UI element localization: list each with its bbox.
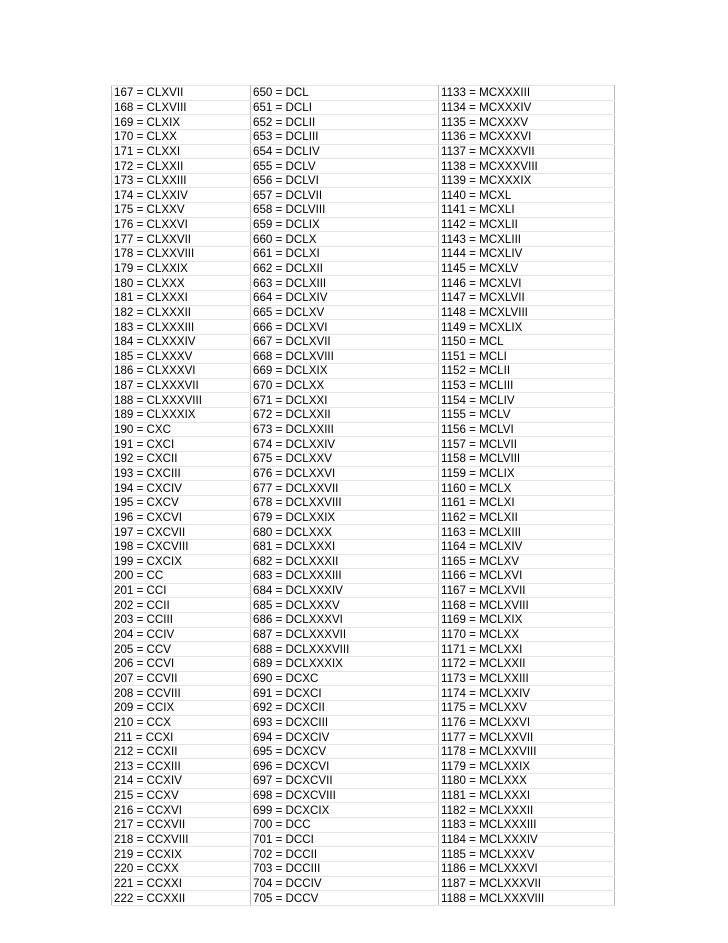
table-cell: 190 = CXC xyxy=(112,422,251,437)
table-row xyxy=(112,554,615,569)
table-cell: 655 = DCLV xyxy=(251,159,439,174)
table-cell: 669 = DCLXIX xyxy=(251,364,439,379)
table-cell: 686 = DCLXXXVI xyxy=(251,613,439,628)
table-cell: 198 = CXCVIII xyxy=(112,539,251,554)
table-cell: 687 = DCLXXXVII xyxy=(251,627,439,642)
table-cell: 654 = DCLIV xyxy=(251,144,439,159)
table-cell: 1162 = MCLXII xyxy=(439,510,615,525)
table-cell: 208 = CCVIII xyxy=(112,686,251,701)
table-cell: 201 = CCI xyxy=(112,583,251,598)
table-row xyxy=(112,334,615,349)
table-cell: 658 = DCLVIII xyxy=(251,203,439,218)
table-cell: 1166 = MCLXVI xyxy=(439,569,615,584)
table-cell: 1159 = MCLIX xyxy=(439,466,615,481)
table-cell: 1134 = MCXXXIV xyxy=(439,100,615,115)
table-cell: 667 = DCLXVII xyxy=(251,334,439,349)
table-row xyxy=(112,173,615,188)
table-row xyxy=(112,290,615,305)
table-cell: 660 = DCLX xyxy=(251,232,439,247)
table-cell: 1184 = MCLXXXIV xyxy=(439,832,615,847)
table-cell: 698 = DCXCVIII xyxy=(251,788,439,803)
table-cell: 699 = DCXCIX xyxy=(251,803,439,818)
table-cell: 175 = CLXXV xyxy=(112,203,251,218)
table-row xyxy=(112,495,615,510)
table-cell: 1183 = MCLXXXIII xyxy=(439,818,615,833)
table-cell: 171 = CLXXI xyxy=(112,144,251,159)
table-row xyxy=(112,671,615,686)
table-cell: 695 = DCXCV xyxy=(251,744,439,759)
table-cell: 690 = DCXC xyxy=(251,671,439,686)
table-row xyxy=(112,232,615,247)
table-cell: 1175 = MCLXXV xyxy=(439,700,615,715)
table-cell: 1158 = MCLVIII xyxy=(439,452,615,467)
table-cell: 1135 = MCXXXV xyxy=(439,115,615,130)
table-cell: 671 = DCLXXI xyxy=(251,393,439,408)
table-cell: 168 = CLXVIII xyxy=(112,100,251,115)
table-cell: 186 = CLXXXVI xyxy=(112,364,251,379)
table-cell: 700 = DCC xyxy=(251,818,439,833)
table-cell: 1144 = MCXLIV xyxy=(439,247,615,262)
table-row xyxy=(112,422,615,437)
table-row xyxy=(112,891,615,906)
table-cell: 1142 = MCXLII xyxy=(439,217,615,232)
table-cell: 1187 = MCLXXXVII xyxy=(439,876,615,891)
table-cell: 176 = CLXXVI xyxy=(112,217,251,232)
table-cell: 204 = CCIV xyxy=(112,627,251,642)
table-cell: 677 = DCLXXVII xyxy=(251,481,439,496)
table-cell: 705 = DCCV xyxy=(251,891,439,906)
table-cell: 213 = CCXIII xyxy=(112,759,251,774)
table-cell: 1155 = MCLV xyxy=(439,408,615,423)
table-cell: 183 = CLXXXIII xyxy=(112,320,251,335)
table-cell: 214 = CCXIV xyxy=(112,774,251,789)
table-cell: 211 = CCXI xyxy=(112,730,251,745)
table-cell: 174 = CLXXIV xyxy=(112,188,251,203)
table-cell: 678 = DCLXXVIII xyxy=(251,495,439,510)
table-row xyxy=(112,481,615,496)
table-row xyxy=(112,437,615,452)
table-row xyxy=(112,847,615,862)
table-cell: 657 = DCLVII xyxy=(251,188,439,203)
table-cell: 1149 = MCXLIX xyxy=(439,320,615,335)
table-cell: 1186 = MCLXXXVI xyxy=(439,861,615,876)
table-cell: 1171 = MCLXXI xyxy=(439,642,615,657)
table-row xyxy=(112,613,615,628)
table-cell: 193 = CXCIII xyxy=(112,466,251,481)
table-cell: 1169 = MCLXIX xyxy=(439,613,615,628)
table-cell: 675 = DCLXXV xyxy=(251,452,439,467)
table-row xyxy=(112,876,615,891)
table-cell: 674 = DCLXXIV xyxy=(251,437,439,452)
table-row xyxy=(112,788,615,803)
table-cell: 192 = CXCII xyxy=(112,452,251,467)
table-cell: 218 = CCXVIII xyxy=(112,832,251,847)
table-body xyxy=(112,86,615,906)
table-cell: 1148 = MCXLVIII xyxy=(439,305,615,320)
table-cell: 185 = CLXXXV xyxy=(112,349,251,364)
table-cell: 1188 = MCLXXXVIII xyxy=(439,891,615,906)
table-cell: 181 = CLXXXI xyxy=(112,290,251,305)
table-cell: 197 = CXCVII xyxy=(112,525,251,540)
table-cell: 1174 = MCLXXIV xyxy=(439,686,615,701)
table-cell: 206 = CCVI xyxy=(112,656,251,671)
table-cell: 184 = CLXXXIV xyxy=(112,334,251,349)
table-cell: 651 = DCLI xyxy=(251,100,439,115)
table-cell: 1172 = MCLXXII xyxy=(439,656,615,671)
table-row xyxy=(112,715,615,730)
table-cell: 670 = DCLXX xyxy=(251,378,439,393)
table-cell: 178 = CLXXVIII xyxy=(112,247,251,262)
table-row xyxy=(112,525,615,540)
table-row xyxy=(112,378,615,393)
table-row xyxy=(112,261,615,276)
table-cell: 1153 = MCLIII xyxy=(439,378,615,393)
table-cell: 221 = CCXXI xyxy=(112,876,251,891)
table-cell: 696 = DCXCVI xyxy=(251,759,439,774)
table-cell: 169 = CLXIX xyxy=(112,115,251,130)
table-cell: 652 = DCLII xyxy=(251,115,439,130)
table-cell: 1161 = MCLXI xyxy=(439,495,615,510)
table-cell: 1165 = MCLXV xyxy=(439,554,615,569)
table-cell: 1154 = MCLIV xyxy=(439,393,615,408)
table-cell: 1168 = MCLXVIII xyxy=(439,598,615,613)
table-cell: 173 = CLXXIII xyxy=(112,173,251,188)
table-row xyxy=(112,759,615,774)
table-row xyxy=(112,305,615,320)
table-cell: 189 = CLXXXIX xyxy=(112,408,251,423)
table-row xyxy=(112,203,615,218)
table-cell: 1138 = MCXXXVIII xyxy=(439,159,615,174)
table-cell: 702 = DCCII xyxy=(251,847,439,862)
table-cell: 1152 = MCLII xyxy=(439,364,615,379)
roman-numeral-table xyxy=(111,85,615,906)
table-cell: 167 = CLXVII xyxy=(112,86,251,101)
table-row xyxy=(112,700,615,715)
table-cell: 1133 = MCXXXIII xyxy=(439,86,615,101)
table-row xyxy=(112,656,615,671)
table-row xyxy=(112,129,615,144)
table-cell: 689 = DCLXXXIX xyxy=(251,656,439,671)
table-row xyxy=(112,320,615,335)
table-row xyxy=(112,686,615,701)
table-row xyxy=(112,539,615,554)
table-cell: 684 = DCLXXXIV xyxy=(251,583,439,598)
table-cell: 679 = DCLXXIX xyxy=(251,510,439,525)
table-cell: 663 = DCLXIII xyxy=(251,276,439,291)
table-cell: 1137 = MCXXXVII xyxy=(439,144,615,159)
table-cell: 692 = DCXCII xyxy=(251,700,439,715)
table-row xyxy=(112,159,615,174)
table-cell: 1167 = MCLXVII xyxy=(439,583,615,598)
table-row xyxy=(112,247,615,262)
table-cell: 693 = DCXCIII xyxy=(251,715,439,730)
table-cell: 219 = CCXIX xyxy=(112,847,251,862)
table-row xyxy=(112,100,615,115)
table-row xyxy=(112,276,615,291)
table-cell: 704 = DCCIV xyxy=(251,876,439,891)
table-row xyxy=(112,774,615,789)
table-cell: 1177 = MCLXXVII xyxy=(439,730,615,745)
table-cell: 659 = DCLIX xyxy=(251,217,439,232)
table-cell: 216 = CCXVI xyxy=(112,803,251,818)
table-cell: 222 = CCXXII xyxy=(112,891,251,906)
table-cell: 688 = DCLXXXVIII xyxy=(251,642,439,657)
table-cell: 682 = DCLXXXII xyxy=(251,554,439,569)
table-cell: 1150 = MCL xyxy=(439,334,615,349)
table-cell: 172 = CLXXII xyxy=(112,159,251,174)
table-row xyxy=(112,583,615,598)
table-cell: 203 = CCIII xyxy=(112,613,251,628)
table-cell: 210 = CCX xyxy=(112,715,251,730)
table-cell: 701 = DCCI xyxy=(251,832,439,847)
table-row xyxy=(112,115,615,130)
table-cell: 681 = DCLXXXI xyxy=(251,539,439,554)
table-cell: 685 = DCLXXXV xyxy=(251,598,439,613)
table-cell: 200 = CC xyxy=(112,569,251,584)
table-cell: 194 = CXCIV xyxy=(112,481,251,496)
table-cell: 662 = DCLXII xyxy=(251,261,439,276)
table-cell: 177 = CLXXVII xyxy=(112,232,251,247)
table-cell: 1156 = MCLVI xyxy=(439,422,615,437)
table-cell: 703 = DCCIII xyxy=(251,861,439,876)
table-cell: 1180 = MCLXXX xyxy=(439,774,615,789)
table-row xyxy=(112,510,615,525)
table-cell: 665 = DCLXV xyxy=(251,305,439,320)
table-row xyxy=(112,466,615,481)
table-cell: 1164 = MCLXIV xyxy=(439,539,615,554)
table-cell: 1178 = MCLXXVIII xyxy=(439,744,615,759)
table-row xyxy=(112,818,615,833)
table-cell: 179 = CLXXIX xyxy=(112,261,251,276)
table-cell: 202 = CCII xyxy=(112,598,251,613)
table-row xyxy=(112,364,615,379)
table-row xyxy=(112,744,615,759)
table-cell: 666 = DCLXVI xyxy=(251,320,439,335)
table-cell: 672 = DCLXXII xyxy=(251,408,439,423)
table-cell: 664 = DCLXIV xyxy=(251,290,439,305)
table-cell: 188 = CLXXXVIII xyxy=(112,393,251,408)
table-cell: 683 = DCLXXXIII xyxy=(251,569,439,584)
table-cell: 1182 = MCLXXXII xyxy=(439,803,615,818)
table-row xyxy=(112,86,615,101)
table-cell: 680 = DCLXXX xyxy=(251,525,439,540)
table-cell: 205 = CCV xyxy=(112,642,251,657)
table-cell: 217 = CCXVII xyxy=(112,818,251,833)
table-cell: 1163 = MCLXIII xyxy=(439,525,615,540)
table-cell: 1147 = MCXLVII xyxy=(439,290,615,305)
table-cell: 691 = DCXCI xyxy=(251,686,439,701)
table-row xyxy=(112,598,615,613)
table-cell: 1143 = MCXLIII xyxy=(439,232,615,247)
table-cell: 187 = CLXXXVII xyxy=(112,378,251,393)
table-row xyxy=(112,832,615,847)
table-row xyxy=(112,642,615,657)
table-cell: 196 = CXCVI xyxy=(112,510,251,525)
table-cell: 653 = DCLIII xyxy=(251,129,439,144)
table-cell: 1139 = MCXXXIX xyxy=(439,173,615,188)
table-row xyxy=(112,569,615,584)
table-cell: 1170 = MCLXX xyxy=(439,627,615,642)
table-row xyxy=(112,627,615,642)
table-cell: 180 = CLXXX xyxy=(112,276,251,291)
table-cell: 661 = DCLXI xyxy=(251,247,439,262)
table-row xyxy=(112,217,615,232)
table-cell: 220 = CCXX xyxy=(112,861,251,876)
table-cell: 1145 = MCXLV xyxy=(439,261,615,276)
table-cell: 191 = CXCI xyxy=(112,437,251,452)
table-cell: 697 = DCXCVII xyxy=(251,774,439,789)
table-cell: 1173 = MCLXXIII xyxy=(439,671,615,686)
table-row xyxy=(112,803,615,818)
table-cell: 1176 = MCLXXVI xyxy=(439,715,615,730)
table-cell: 1179 = MCLXXIX xyxy=(439,759,615,774)
table-cell: 694 = DCXCIV xyxy=(251,730,439,745)
table-cell: 215 = CCXV xyxy=(112,788,251,803)
table-row xyxy=(112,452,615,467)
table-cell: 1181 = MCLXXXI xyxy=(439,788,615,803)
table-row xyxy=(112,861,615,876)
table-cell: 1151 = MCLI xyxy=(439,349,615,364)
table-cell: 1140 = MCXL xyxy=(439,188,615,203)
table-cell: 207 = CCVII xyxy=(112,671,251,686)
table-cell: 650 = DCL xyxy=(251,86,439,101)
table-cell: 209 = CCIX xyxy=(112,700,251,715)
table-cell: 668 = DCLXVIII xyxy=(251,349,439,364)
table-cell: 1141 = MCXLI xyxy=(439,203,615,218)
table-row xyxy=(112,730,615,745)
table-row xyxy=(112,393,615,408)
table-cell: 676 = DCLXXVI xyxy=(251,466,439,481)
table-cell: 199 = CXCIX xyxy=(112,554,251,569)
table-cell: 1146 = MCXLVI xyxy=(439,276,615,291)
table-cell: 170 = CLXX xyxy=(112,129,251,144)
table-row xyxy=(112,349,615,364)
table-row xyxy=(112,408,615,423)
table-cell: 1157 = MCLVII xyxy=(439,437,615,452)
table-cell: 1160 = MCLX xyxy=(439,481,615,496)
table-cell: 182 = CLXXXII xyxy=(112,305,251,320)
table-cell: 656 = DCLVI xyxy=(251,173,439,188)
table-row xyxy=(112,144,615,159)
table-cell: 673 = DCLXXIII xyxy=(251,422,439,437)
table-cell: 195 = CXCV xyxy=(112,495,251,510)
table-cell: 212 = CCXII xyxy=(112,744,251,759)
table-cell: 1136 = MCXXXVI xyxy=(439,129,615,144)
table-cell: 1185 = MCLXXXV xyxy=(439,847,615,862)
table-row xyxy=(112,188,615,203)
